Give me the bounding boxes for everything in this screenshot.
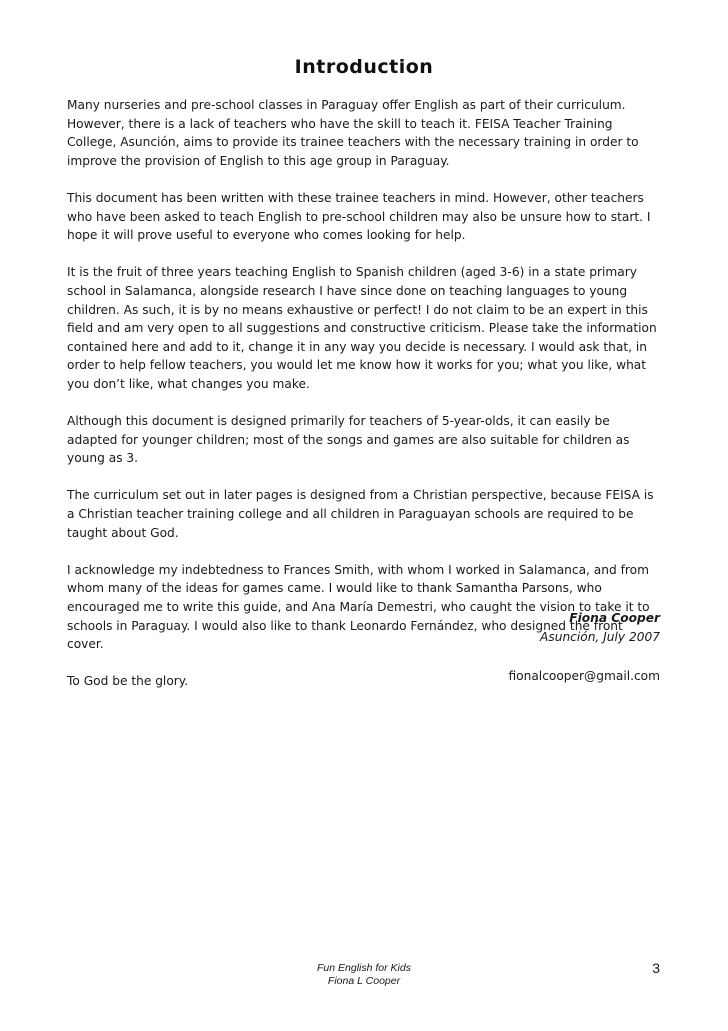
page-footer (0, 962, 728, 988)
page-title: Introduction (294, 56, 434, 78)
author-email: fionalcooper@gmail.com (508, 669, 660, 683)
paragraph-1: Many nurseries and pre-school classes in Paraguay offer English as part of their curriculum. However, there is a lack of teachers who have the skill to teach it. FEISA Teacher Training College, Asunción, aims to provide its trainee teachers with the necessary training in order to improve the provision of English to this age group in Paraguay. (67, 98, 639, 168)
page-number: 3 (652, 960, 660, 976)
paragraph-3: It is the fruit of three years teaching English to Spanish children (aged 3-6) in a state primary school in Salamanca, alongside research I have since done on teaching languages to young children. As such, it is by no means exhaustive or perfect! I do not claim to be an expert in this field and am very open to all suggestions and constructive criticism. Please take the information contained here and add to it, change it in any way you decide is necessary. I would ask that, in order to help fellow teachers, you would let me know how it works for you; what you like, what you don’t like, what changes you make. (67, 265, 657, 391)
place-date: Asunción, July 2007 (540, 630, 660, 644)
paragraph-7: To God be the glory. (67, 674, 189, 689)
paragraph-2: This document has been written with these trainee teachers in mind. However, other teachers who have been asked to teach English to pre-school children may also be unsure how to start. I hope it will prove useful to everyone who comes looking for help. (67, 190, 651, 243)
footer-author: Fiona L Cooper (327, 975, 401, 987)
signature-block (508, 609, 660, 686)
paragraph-5: The curriculum set out in later pages is designed from a Christian perspective, because FEISA is a Christian teacher training college and all children in Paraguayan schools are required to be taught about God. (67, 488, 654, 540)
paragraph-6: I acknowledge my indebtedness to Frances Smith, with whom I worked in Salamanca, and from whom many of the ideas for games came. I would like to thank Samantha Parsons, who encouraged me to write this guide, and Ana María Demestri, who caught the vision to take it to schools in Paraguay. I would also like to thank Leonardo Fernández, who designed the front cover. (67, 562, 650, 652)
footer-title: Fun English for Kids (317, 962, 411, 974)
paragraph-4: Although this document is designed primarily for teachers of 5-year-olds, it can easily be adapted for younger children; most of the songs and games are also suitable for children as young as 3. (67, 414, 630, 466)
author-name: Fiona Cooper (569, 611, 660, 625)
